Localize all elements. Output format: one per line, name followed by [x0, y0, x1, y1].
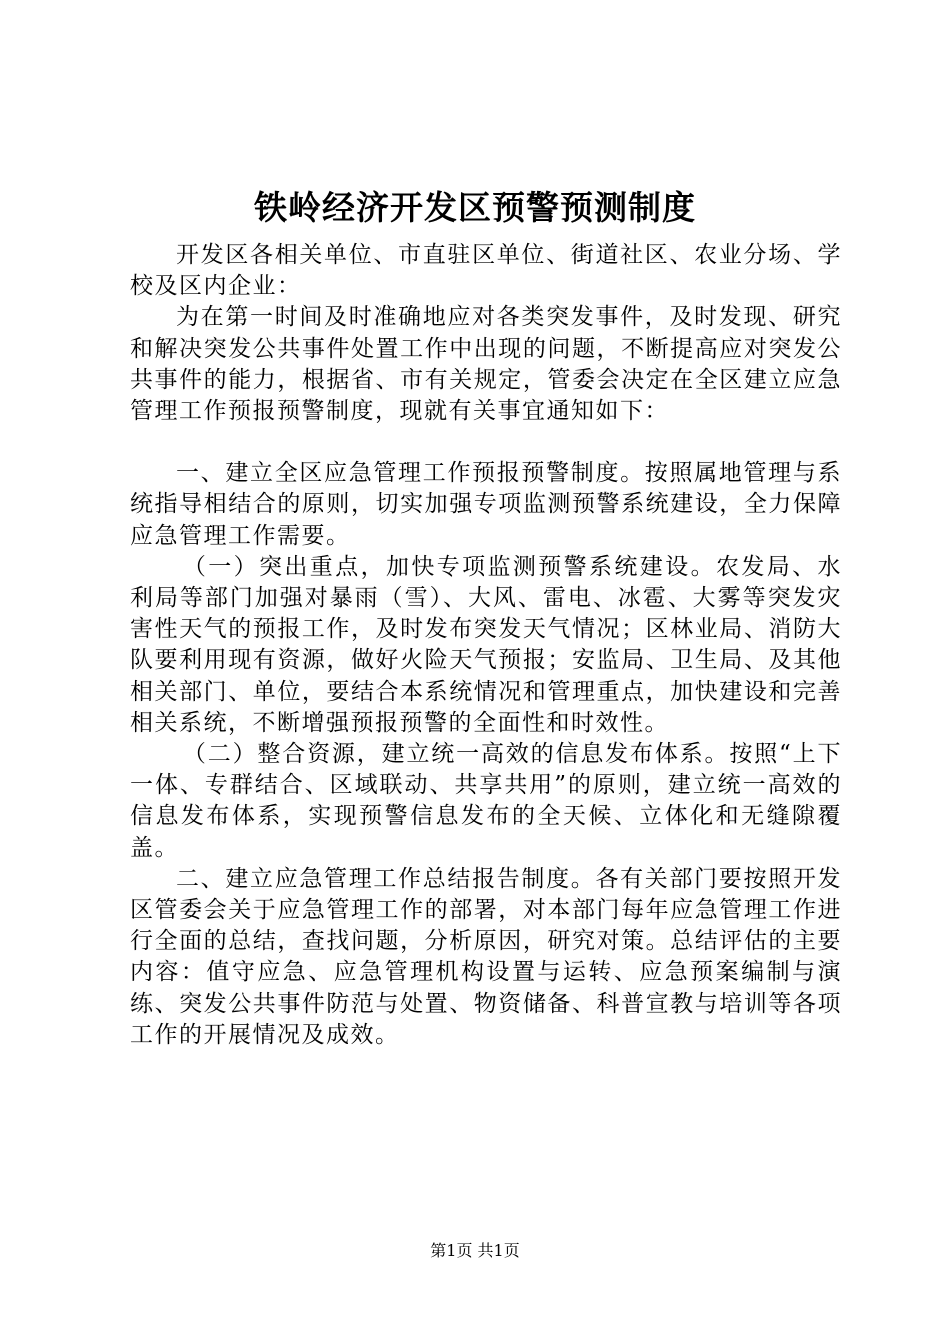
subsection-one-paragraph: （一）突出重点，加快专项监测预警系统建设。农发局、水利局等部门加强对暴雨（雪）、大风、雷电、冰雹、大雾等突发灾害性天气的预报工作，及时发布突发天气情况；区林业局、消防大队要利用现有资源，做好火险天气预报；安监局、卫生局、及其他相关部门、单位，要结合本系统情况和管理重点，加快建设和完善相关系统，不断增强预报预警的全面性和时效性。 — [130, 553, 842, 736]
section-one-paragraph: 一、建立全区应急管理工作预报预警制度。按照属地管理与系统指导相结合的原则，切实加强专项监测预警系统建设，全力保障应急管理工作需要。 — [130, 460, 842, 549]
document-body — [130, 240, 842, 1051]
paragraph-spacer — [130, 427, 842, 458]
salutation-paragraph: 开发区各相关单位、市直驻区单位、街道社区、农业分场、学校及区内企业： — [130, 242, 842, 300]
intro-paragraph: 为在第一时间及时准确地应对各类突发事件，及时发现、研究和解决突发公共事件处置工作中出现的问题，不断提高应对突发公共事件的能力，根据省、市有关规定，管委会决定在全区建立应急管理工作预报预警制度，现就有关事宜通知如下： — [130, 304, 842, 425]
section-two-paragraph: 二、建立应急管理工作总结报告制度。各有关部门要按照开发区管委会关于应急管理工作的部署，对本部门每年应急管理工作进行全面的总结，查找问题，分析原因，研究对策。总结评估的主要内容：值守应急、应急管理机构设置与运转、应急预案编制与演练、突发公共事件防范与处置、物资储备、科普宣教与培训等各项工作的开展情况及成效。 — [130, 865, 842, 1048]
document-title: 铁岭经济开发区预警预测制度 — [254, 188, 696, 227]
subsection-two-paragraph: （二）整合资源，建立统一高效的信息发布体系。按照“上下一体、专群结合、区域联动、共享共用”的原则，建立统一高效的信息发布体系，实现预警信息发布的全天候、立体化和无缝隙覆盖。 — [130, 741, 842, 861]
page-number-footer: 第1页 共1页 — [430, 1241, 520, 1260]
